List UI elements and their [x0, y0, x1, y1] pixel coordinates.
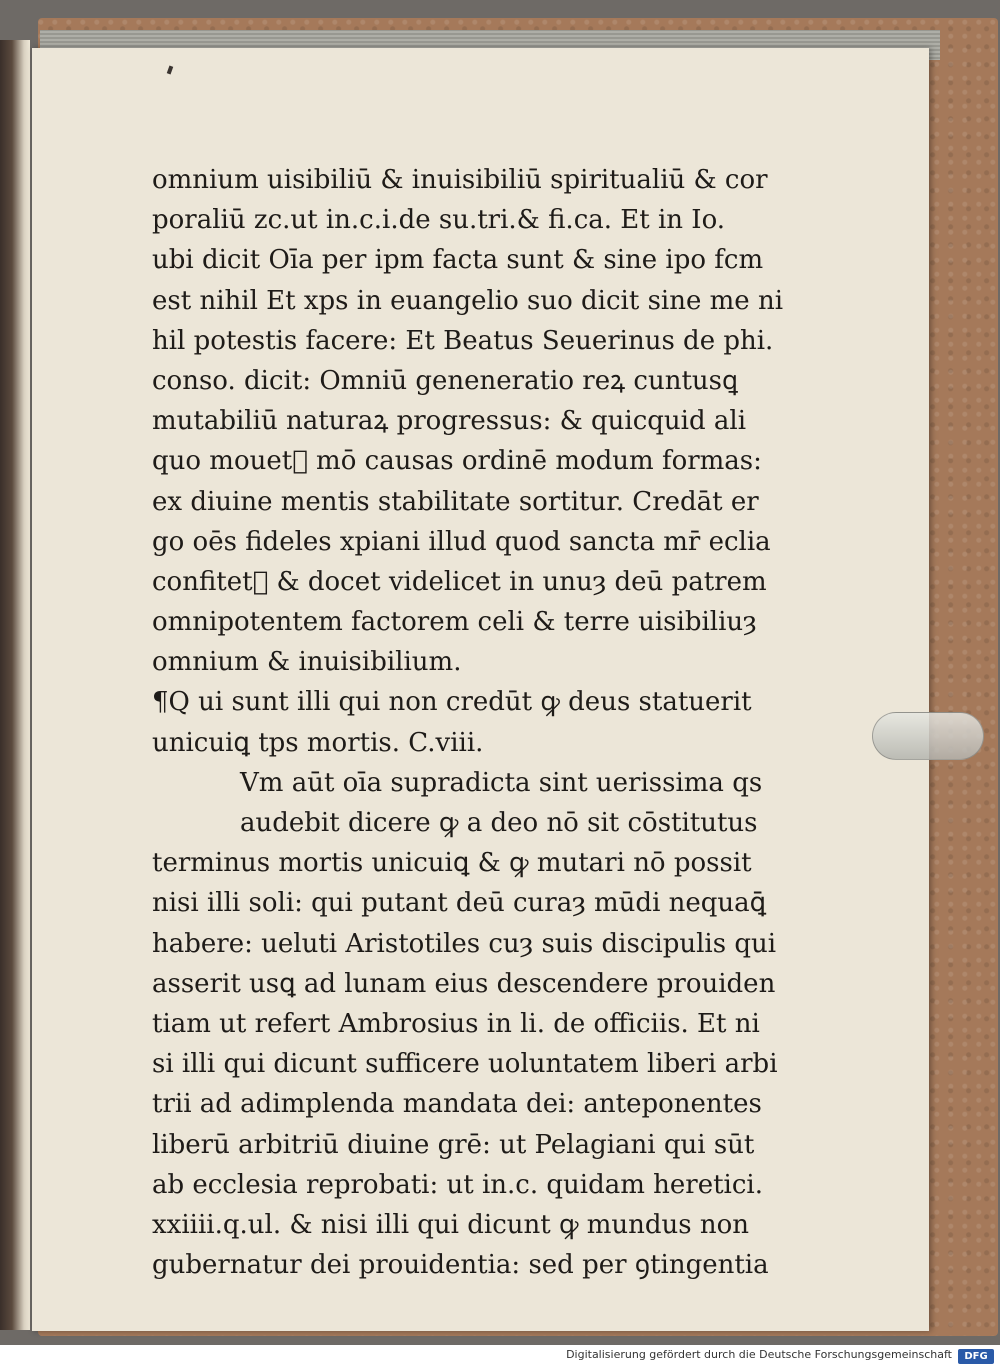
text-line-26: ab ecclesia reprobati: ut in.c. quidam heretici. [152, 1169, 764, 1200]
text-line-17: audebit dicere ꝙ a deo nō sit cōstitutus [240, 808, 758, 838]
text-line-7: mutabiliū naturaꝝ progressus: & quicquid ali [152, 406, 747, 437]
dfg-logo: DFG [958, 1349, 994, 1364]
text-line-13: omnium & inuisibilium. [152, 647, 462, 678]
text-line-5: hil potestis facere: Et Beatus Seuerinus de phi. [152, 325, 774, 356]
text-line-3: ubi dicit Oīa per ipm facta sunt & sine ipo fcm [152, 245, 764, 276]
text-line-10: go oēs fideles xpiani illud quod sancta mr̄ eclia [152, 526, 771, 557]
chapter-heading-cont: unicuiꝗ tps mortis. C.viii. [152, 727, 484, 758]
text-line-22: tiam ut refert Ambrosius in li. de officiis. Et ni [152, 1008, 760, 1039]
text-line-11: confitetᷣ & docet videlicet in unuȝ deū patrem [152, 566, 767, 597]
text-line-9: ex diuine mentis stabilitate sortitur. Credāt er [152, 486, 759, 517]
text-line-1: omnium uisibiliū & inuisibiliū spiritualiū & cor [152, 165, 768, 195]
body-text [152, 160, 784, 1285]
text-line-6: conso. dicit: Omniū geneneratio reꝝ cuntusꝗ [152, 365, 738, 396]
text-line-21: asserit usꝗ ad lunam eius descendere prouiden [152, 968, 776, 999]
text-line-8: quo mouetᷣ mō causas ordinē modum formas: [152, 446, 762, 477]
text-line-4: est nihil Et xps in euangelio suo dicit sine me ni [152, 285, 784, 316]
text-line-23: si illi qui dicunt sufficere uoluntatem liberi arbi [152, 1049, 778, 1080]
text-line-25: liberū arbitriū diuine grē: ut Pelagiani qui sūt [152, 1129, 755, 1160]
text-line-28: gubernatur dei prouidentia: sed per ꝯtingentia [152, 1250, 769, 1281]
text-line-2: poraliū zc.ut in.c.i.de su.tri.& fi.ca. Et in Io. [152, 205, 726, 236]
text-line-27: xxiiii.q.ul. & nisi illi qui dicunt ꝙ mundus non [152, 1209, 750, 1240]
text-line-24: trii ad adimplenda mandata dei: anteponentes [152, 1089, 762, 1120]
text-line-20: habere: ueluti Aristotiles cuȝ suis discipulis qui [152, 928, 777, 959]
text-line-12: omnipotentem factorem celi & terre uisibiliuȝ [152, 607, 757, 638]
footer-credit: Digitalisierung gefördert durch die Deutsche Forschungsgemeinschaft [566, 1348, 952, 1361]
page-clip [872, 712, 984, 760]
text-line-16: Vm aūt oīa supradicta sint uerissima qs [240, 767, 763, 798]
text-line-18: terminus mortis unicuiꝗ & ꝙ mutari nō possit [152, 848, 752, 879]
book-spine [0, 40, 30, 1330]
text-line-19: nisi illi soli: qui putant deū curaȝ mūdi nequaꝗ̄ [152, 888, 767, 919]
chapter-heading: ¶Q ui sunt illi qui non credūt ꝙ deus statuerit [152, 687, 752, 718]
